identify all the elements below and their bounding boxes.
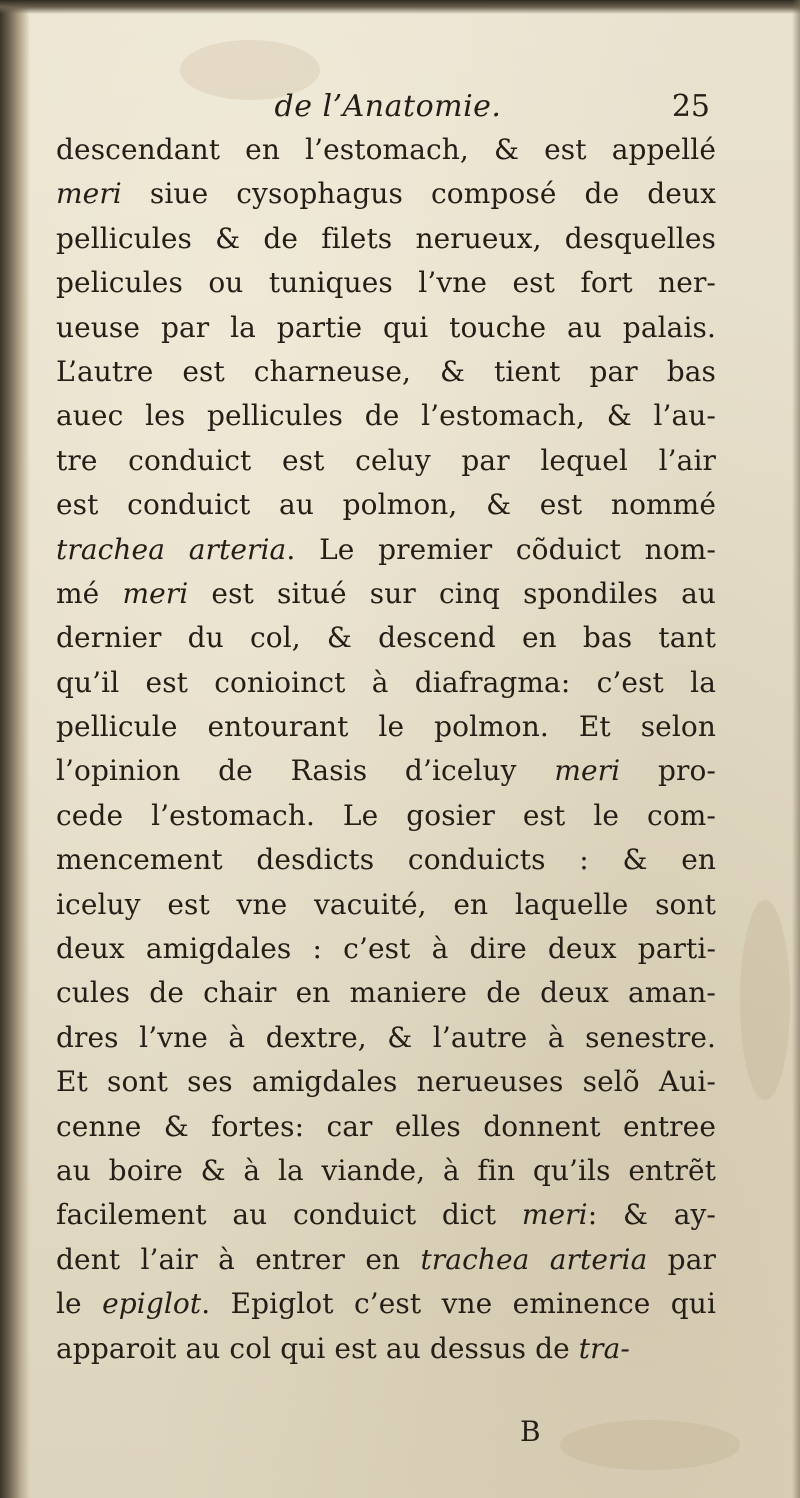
text-line: cules de chair en maniere de deux aman-: [56, 976, 716, 1010]
text-line: pellicules & de filets nerueux, desquelles: [56, 221, 716, 255]
text-line: dernier du col, & descend en bas tant: [56, 621, 716, 655]
page-header: [56, 84, 710, 130]
text-line: qu’il est conioinct à diafragma: c’est la: [56, 665, 716, 699]
text-line: Et sont ses amigdales nerueuses selõ Aui-: [56, 1065, 716, 1099]
text-line: iceluy est vne vacuité, en laquelle sont: [56, 887, 716, 921]
paper-stain: [740, 900, 790, 1100]
text-line: ueuse par la partie qui touche au palais.: [56, 310, 716, 344]
text-line: pellicule entourant le polmon. Et selon: [56, 710, 716, 744]
text-line: dres l’vne à dextre, & l’autre à senestre.: [56, 1020, 716, 1054]
signature-mark: B: [520, 1415, 541, 1448]
text-line: L’autre est charneuse, & tient par bas: [56, 354, 716, 388]
text-line: cede l’estomach. Le gosier est le com-: [56, 798, 716, 832]
text-line: est conduict au polmon, & est nommé: [56, 488, 716, 522]
text-line: facilement au conduict dict meri: & ay-: [56, 1198, 716, 1232]
text-line: pelicules ou tuniques l’vne est fort ner-: [56, 266, 716, 300]
text-line: l’opinion de Rasis d’iceluy meri pro-: [56, 754, 716, 788]
paper-stain: [560, 1420, 740, 1470]
text-line: le epiglot. Epiglot c’est vne eminence qui: [56, 1287, 716, 1321]
text-line: mencement desdicts conduicts : & en: [56, 843, 716, 877]
text-line: dent l’air à entrer en trachea arteria par: [56, 1242, 716, 1276]
right-edge: [792, 0, 800, 1498]
binding-edge: [0, 0, 30, 1498]
text-line: mé meri est situé sur cinq spondiles au: [56, 576, 716, 610]
text-line: deux amigdales : c’est à dire deux parti-: [56, 932, 716, 966]
text-line: meri siue cysophagus composé de deux: [56, 177, 716, 211]
text-line: au boire & à la viande, à fin qu’ils entrẽt: [56, 1153, 716, 1187]
text-line: auec les pellicules de l’estomach, & l’au-: [56, 399, 716, 433]
text-line: trachea arteria. Le premier cõduict nom-: [56, 532, 716, 566]
text-line: apparoit au col qui est au dessus de tra-: [56, 1331, 630, 1365]
text-line: descendant en l’estomach, & est appellé: [56, 133, 716, 166]
text-line: tre conduict est celuy par lequel l’air: [56, 443, 716, 477]
top-edge: [0, 0, 800, 14]
body-text: [56, 128, 716, 1371]
text-line: cenne & fortes: car elles donnent entree: [56, 1109, 716, 1143]
page-number: 25: [671, 89, 710, 124]
running-title: de l’Anatomie.: [274, 89, 502, 124]
